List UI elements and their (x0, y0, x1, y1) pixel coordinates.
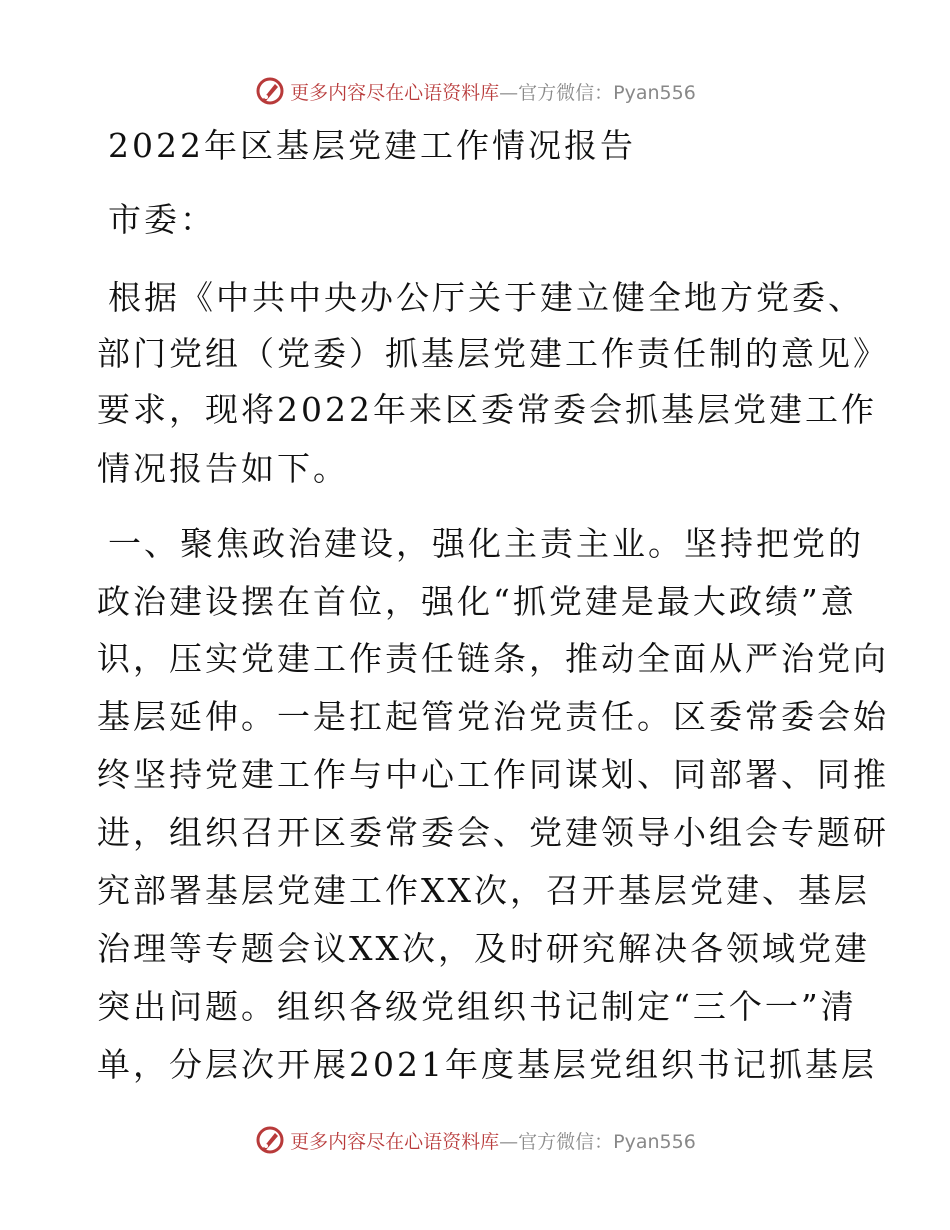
body-line: 政治建设摆在首位，强化“抓党建是最大政绩”意 (97, 582, 857, 621)
body-line: 进，组织召开区委常委会、党建领导小组会专题研 (97, 813, 889, 852)
watermark-site: 更多内容尽在心语资料库 (290, 81, 500, 104)
document-title: 2022年区基层党建工作情况报告 (108, 126, 636, 165)
watermark-banner-bottom (0, 1120, 950, 1160)
watermark-site: 更多内容尽在心语资料库 (290, 1130, 500, 1153)
body-line: 情况报告如下。 (97, 449, 349, 488)
pen-logo-icon (254, 75, 286, 107)
watermark-wechat: 官方微信：Pyan556 (518, 1130, 696, 1153)
body-line: 单，分层次开展2021年度基层党组织书记抓基层 (97, 1045, 877, 1084)
watermark-wechat: 官方微信：Pyan556 (518, 81, 696, 104)
pen-logo-icon (254, 1124, 286, 1156)
watermark-banner-top (0, 71, 950, 111)
watermark-dash: — (499, 1130, 519, 1153)
body-line: 根据《中共中央办公厅关于建立健全地方党委、 (108, 278, 864, 317)
body-line: 治理等专题会议XX次，及时研究解决各领域党建 (97, 929, 870, 968)
body-line: 究部署基层党建工作XX次，召开基层党建、基层 (97, 871, 870, 910)
body-line: 要求，现将2022年来区委常委会抓基层党建工作 (97, 390, 877, 429)
watermark-dash: — (499, 81, 519, 104)
body-line: 一、聚焦政治建设，强化主责主业。坚持把党的 (108, 524, 864, 563)
salutation: 市委： (108, 200, 216, 239)
body-line: 部门党组（党委）抓基层党建工作责任制的意见》 (97, 334, 889, 373)
body-line: 突出问题。组织各级党组织书记制定“三个一”清 (97, 987, 857, 1026)
body-line: 基层延伸。一是扛起管党治党责任。区委常委会始 (97, 697, 889, 736)
body-line: 终坚持党建工作与中心工作同谋划、同部署、同推 (97, 755, 889, 794)
body-line: 识，压实党建工作责任链条，推动全面从严治党向 (97, 639, 889, 678)
